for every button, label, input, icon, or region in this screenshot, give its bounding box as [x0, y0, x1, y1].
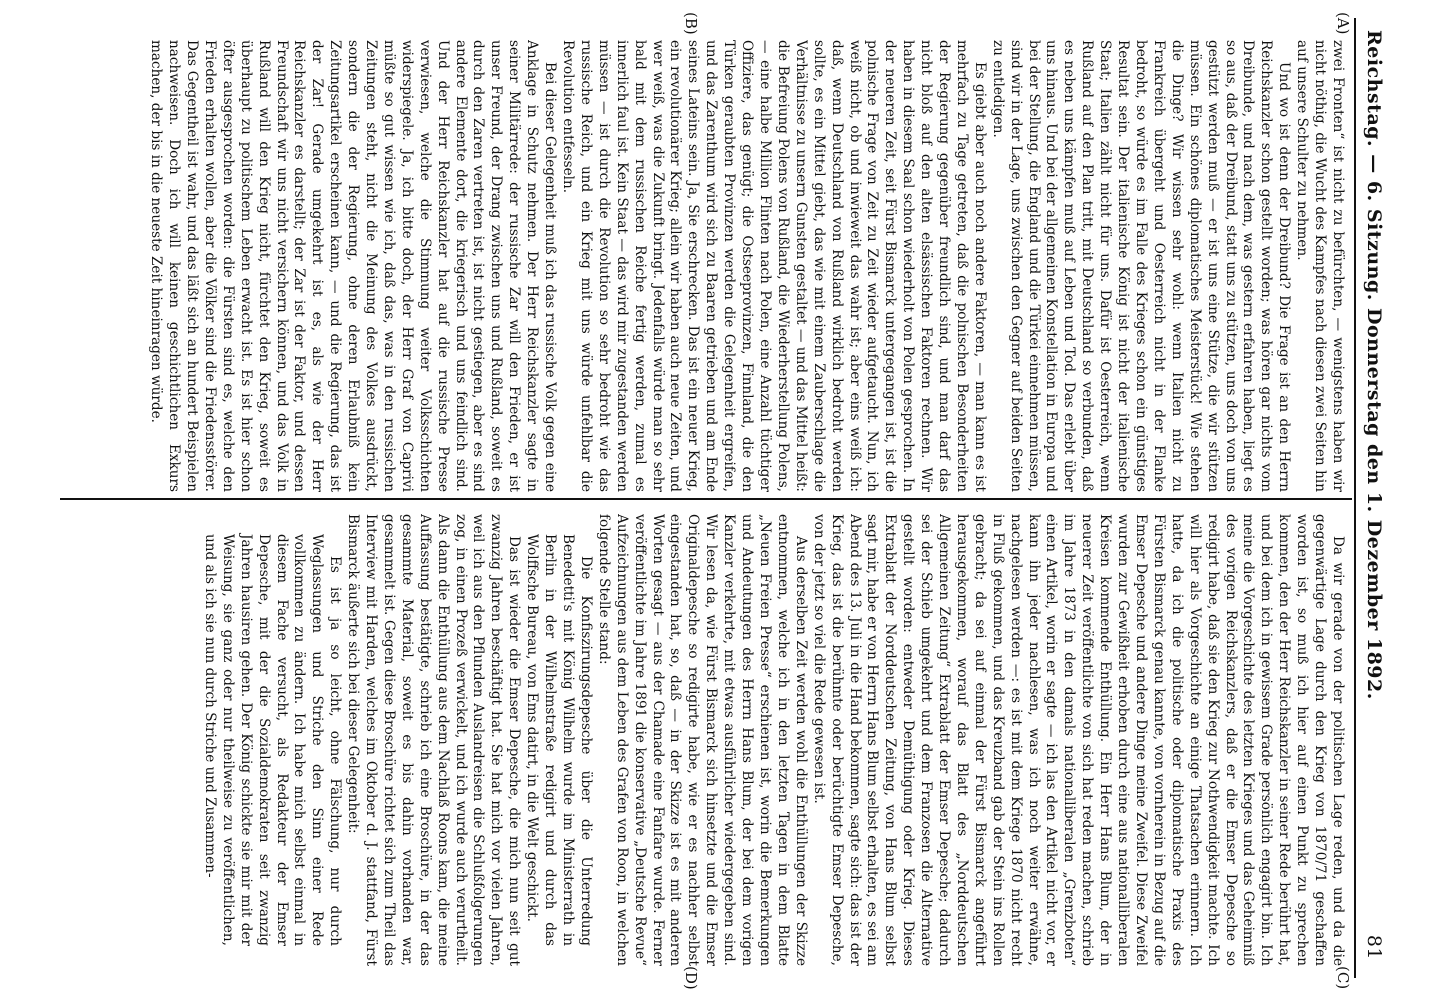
header-rule [1354, 18, 1356, 978]
page-header [1356, 30, 1392, 960]
quotation: Es ist ja so leicht, ohne Fälschung, nur durch Weglassungen und Striche den Sinn einer Rede vollkommen zu ändern. Ich habe mich selbst einmal in diesem Fache versucht, als Redakteur der Emser Depesche, mit der die Sozialdemokraten seit zwanzig Jahren hausiren gehen. Der König schickte sie mir mit der Weisung, sie ganz oder nur theilweise zu veröffentlichen, und als ich sie nun durch Striche und Zusammen- [201, 534, 344, 946]
margin-letter-a: (A) [1334, 12, 1352, 35]
quotation: Die Konfiszirungsdepesche über die Unterredung Benedetti's mit König Wilhelm wurde im Ministerrath in Berlin in der Wilhelmstraße redigirt und durch das Wolffsche Bureau, von Ems datirt, in die Welt geschickt. [524, 534, 594, 946]
left-column [16, 40, 1346, 492]
paragraph: Es giebt aber auch noch andere Faktoren, — man kann es ist mehrfach zu Tage getreten, daß die polnischen Besonderheiten der Regierung gegenüber freundlich sind, und man darf das nicht bloß auf den alten elsässischen Faktoren rechnen. Wir haben in diesem Saal schon wiederholt von Polen gesprochen. In der neueren Zeit, seit Fürst Bismarck untergegangen ist, ist die polnische Frage von Zeit zu Zeit wieder aufgetaucht. Nun, ich weiß nicht, ob und inwieweit das wahr ist; aber eins weiß ich: daß, wenn Deutschland von Rußland wirklich bedroht werden sollte, es ein Mittel giebt, das wie mit einem Zauberschlage die Verhältnisse zu unsern Gunsten gestaltet — und das Mittel heißt: die Befreiung Polens von Rußland, die Wiederherstellung Polens, — eine halbe Million Flinten nach Polen, eine Anzahl tüchtiger Offiziere, das genügt; die Ostseeprovinzen, Finnland, die den Türken geraubten Provinzen werden die Gelegenheit ergreifen, und das Zarenthum wird sich zu Baaren getrieben und am Ende seines Lateins sein. Ja, Sie erschrecken. Das ist ein neuer Krieg, ein revolutionärer Krieg; allein wir haben auch neue Zeiten, und wer weiß, was die Zukunft bringt. Jedenfalls würde man so sehr bald mit dem russischen Reiche fertig werden, zumal es innerlich faul ist. Kein Staat — das wird mir zugestanden werden müssen — ist durch die Revolution so sehr bedroht wie das russische Reich, und ein Krieg mit uns würde unfehlbar die Revolution entfesseln. [560, 40, 988, 492]
page-number: 81 [1363, 934, 1385, 960]
margin-letter-b: (B) [682, 12, 700, 35]
margin-letter-c: (C) [1334, 966, 1352, 990]
page-header-title: Reichstag. — 6. Sitzung. Donnerstag den 1. Dezember 1892. [1363, 30, 1385, 700]
paragraph: Und wo ist denn der Dreibund? Die Frage ist an den Herrn Reichskanzler schon gestellt worden; was hören gar nichts vom Dreibunde, und nach dem, was gestern erfahren haben, liegt es so aus, daß der Dreibund, statt uns zu stützen, uns doch von uns gestützt werden muß — er ist uns eine Stütze, die wir stützen müssen. Ein schönes diplomatisches Meisterstück! Wie stehen die Dinge? Wir wissen sehr wohl: wenn Italien nicht zu Frankreich übergeht und Oesterreich nicht in der Flanke bedroht, so würde es im Falle des Krieges schon ein günstiges Resultat sein. Der italienische König ist nicht der italienische Staat; Italien zählt nicht für uns. Dafür ist Oesterreich, wenn Rußland auf den Plan tritt, mit Deutschland so verbunden, daß es neben uns kämpfen muß auf Leben und Tod. Das erlebt über uns hinaus. Und bei der allgemeinen Konstellation in Europa und bei der Stellung, die England und die Türkei einnehmen müssen, sind wir in der Lage, uns zwischen den Gegner auf beiden Seiten zu entledigen. [989, 40, 1293, 492]
paragraph: Das ist wieder die Emser Depesche, die mich nun seit gut zwanzig Jahren beschäftigt hat. Sie hat mich vor vielen Jahren, weil ich aus den Pflunden Auslandreisen die Schlußfolgerungen zog, in einen Prozeß verwickelt, und ich wurde auch verurtheilt. Als dann die Enthüllung aus dem Nachlaß Roons kam, die meine Auffassung bestätigte, schrieb ich eine Broschüre, in der das gesammte Material, soweit es bis dahin vorhanden war, gesammelt ist. Gegen diese Broschüre richtet sich zum Theil das Interview mit Harden, welches im Oktober d. J. stattfand, Fürst Bismarck äußerte sich bei dieser Gelegenheit: [345, 514, 523, 966]
column-divider [60, 498, 1352, 500]
paragraph: Bei dieser Gelegenheit muß ich das russische Volk gegen eine Anklage in Schutz nehmen. Der Herr Reichskanzler sagte in seiner Militärrede: der russische Zar will den Frieden, er ist unser Freund, der Drang zwischen uns und Rußland, soweit es durch den Zaren vertreten ist, ist nicht gestiegen, aber es sind andere Elemente dort, die kriegerisch und uns feindlich sind. Und der Herr Reichskanzler hat auf die russische Presse verwiesen, welche die Stimmung weiter Volksschichten widerspiegele. Ja, ich bitte doch, der Herr Graf von Caprivi müßte so gut wissen wie ich, daß das, was in den russischen Zeitungen steht, nicht die Meinung des Volkes ausdrückt, sondern die der Regierung, ohne deren Erlaubniß kein Zeitungsartikel erscheinen kann, — und die Regierung, das ist der Zar! Gerade umgekehrt ist es, als wie der Herr Reichskanzler es darstellt; der Zar ist der Faktor, und dessen Freundschaft wir uns nicht versichern können, und das Volk in Rußland will den Krieg nicht, fürchtet den Krieg, soweit es überhaupt zu politischem Leben erwacht ist. Es ist hier schon öfter ausgesprochen worden: die Fürsten sind es, welche den Frieden erhalten wollen, aber die Völker sind die Friedensstörer. Das Gegentheil ist wahr, und das läßt sich an hundert Beispielen nachweisen. Doch ich will keinen geschichtlichen Exkurs machen, der bis in die neueste Zeit hineinragen würde. [148, 40, 559, 492]
right-column [6, 514, 1346, 966]
paragraph: Da wir gerade von der politischen Lage reden, und da die gegenwärtige Lage durch den Krieg von 1870/71 geschaffen worden ist, so muß ich hier auf einen Punkt zu sprechen kommen, den der Herr Reichskanzler in seiner Rede berührt hat, und bei dem ich in gewissem Grade persönlich engagirt bin. Ich meine die Vorgeschichte des letzten Krieges und das Geheimniß des vorigen Reichskanzlers, daß er die Emser Depesche so redigirt habe, daß sie den Krieg zur Nothwendigkeit machte. Ich will hier als Vorgeschichte an einige Thatsachen erinnern. Ich hatte, da ich die politische oder diplomatische Praxis des Fürsten Bismarck genau kannte, von vornherein in Bezug auf die Emser Depesche und andere Dinge meine Zweifel. Diese Zweifel wurden zur Gewißheit erhoben durch eine aus nationalliberalen Kreisen kommende Enthüllung. Ein Herr Hans Blum, der in neuerer Zeit veröffentlichte von sich hat reden machen, schrieb im Jahre 1873 in den damals nationalliberalen „Grenzboten“ einen Artikel, worin er sagte — ich las den Artikel nicht vor, er kann ihn jeder nachlesen, was ich noch weiter erwähne, nachgelesen werden —: es ist mit dem Kriege 1870 nicht recht in Fluß gekommen, und das Kreuzband gab der Stein ins Rollen gebracht; da sei auf einmal der Fürst Bismarck angeführt herausgekommen, worauf das Blatt des „Norddeutschen Allgemeinen Zeitung“ Extrablatt der Emser Depesche; dadurch sei der Schieb umgekehrt und dem Franzosen die Alternative gestellt worden: entweder Demüthigung oder Krieg. Dieses Extrablatt der Norddeutschen Zeitung, von Hans Blum selbst sagt mir, habe er von Herrn Hans Blum selbst erhalten, es sei am Abend des 13. Juli in die Hand bekommen, sagte sich: das ist der Krieg, das ist die berühmte oder berüchtigte Emser Depesche, von der jetzt so viel die Rede gewesen ist. [810, 514, 1346, 966]
paragraph: Aus derselben Zeit werden wohl die Enthüllungen der Skizze entnommen, welche ich in den letzten Tagen in dem Blatte „Neuen Freien Presse“ erschienen ist, worin die Bemerkungen und Andeutungen des Herrn Hans Blum, der bei dem vorigen Kanzler verkehrte, mit etwas ausführlicher wiedergegeben sind. Wir lesen da, wie Fürst Bismarck sich hinsetzte und die Emser Originaldepesche so redigirte habe, wie er es nachher selbst eingestanden hat, so, daß — in der Skizze ist es mit anderen Worten gesagt — aus der Chamade eine Fanfare wurde. Ferner veröffentlichte im Jahre 1891 die konservative „Deutsche Revue“ Aufzeichnungen aus dem Leben des Grafen von Roon, in welchen folgende Stelle stand: [595, 514, 809, 966]
paragraph: zwei Fronten“ ist nicht zu befürchten, — wenigstens haben wir nicht nöthig, die Wucht des Kampfes nach diesen zwei Seiten hin auf unsere Schulter zu nehmen. [1294, 40, 1346, 492]
margin-letter-d: (D) [682, 966, 700, 990]
